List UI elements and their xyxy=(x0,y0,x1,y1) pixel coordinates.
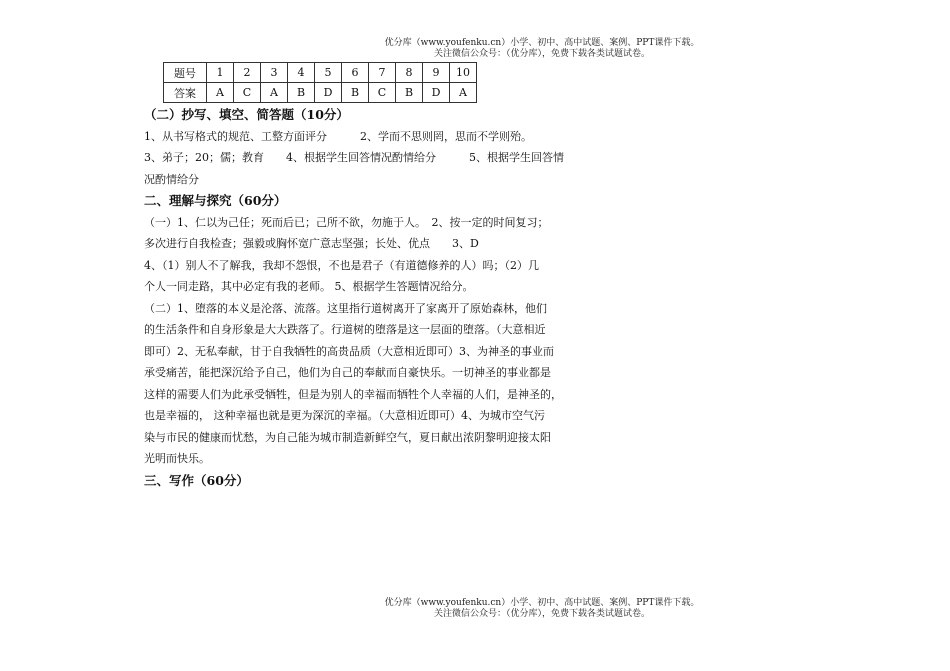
text-line: 也是幸福的， 这种幸福也就是更为深沉的幸福。（大意相近即可）4、为城市空气污 xyxy=(144,409,545,422)
table-cell: B xyxy=(288,83,315,103)
text-line: 承受痛苦，能把深沉给予自己，他们为自己的奉献而自豪快乐。一切神圣的事业都是 xyxy=(144,366,551,379)
table-cell: A xyxy=(207,83,234,103)
table-header-cell: 答案 xyxy=(164,83,207,103)
text-line: 1、从书写格式的规范、工整方面评分 2、学而不思则罔，思而不学则殆。 xyxy=(144,129,532,143)
text-line: 这样的需要人们为此承受牺牲，但是为别人的幸福而牺牲个人幸福的人们，是神圣的， xyxy=(144,387,562,401)
text-line: 4、（1）别人不了解我，我却不怨恨，不也是君子（有道德修养的人）吗；（2）几 xyxy=(144,258,539,272)
table-cell: 5 xyxy=(315,63,342,83)
header-line-2: 关注微信公众号：（优分库），免费下载各类试题试卷。 xyxy=(433,49,650,59)
table-cell: 9 xyxy=(423,63,450,83)
text-line: 个人一同走路，其中必定有我的老师。 5、根据学生答题情况给分。 xyxy=(144,280,474,293)
text-line: 的生活条件和自身形象是大大跌落了。行道树的堕落是这一层面的堕落。（大意相近 xyxy=(144,323,546,336)
page-footer xyxy=(372,598,712,620)
table-cell: C xyxy=(234,83,261,103)
section-heading: （二）抄写、填空、简答题（10分） xyxy=(144,107,349,122)
answer-content xyxy=(144,104,564,491)
table-cell: B xyxy=(342,83,369,103)
table-cell: A xyxy=(450,83,477,103)
table-row-answers xyxy=(164,83,477,103)
table-cell: D xyxy=(315,83,342,103)
table-cell: 8 xyxy=(396,63,423,83)
header-line-1: 优分库（www.youfenku.cn）小学、初中、高中试题、案例、PPT课件下载。 xyxy=(384,38,700,48)
footer-line-1: 优分库（www.youfenku.cn）小学、初中、高中试题、案例、PPT课件下载。 xyxy=(384,598,700,608)
table-cell: 7 xyxy=(369,63,396,83)
section-heading: 二、理解与探究（60分） xyxy=(144,193,287,208)
table-cell: 1 xyxy=(207,63,234,83)
text-line: 染与市民的健康而忧愁，为自己能为城市制造新鲜空气，夏日献出浓阴黎明迎接太阳 xyxy=(144,430,551,444)
table-cell: C xyxy=(369,83,396,103)
section-heading: 三、写作（60分） xyxy=(144,472,249,488)
table-cell: 2 xyxy=(234,63,261,83)
table-cell: A xyxy=(261,83,288,103)
text-line: 多次进行自我检查；强毅或胸怀宽广意志坚强；长处、优点 3、D xyxy=(144,237,479,250)
page-header xyxy=(372,38,712,60)
table-cell: 4 xyxy=(288,63,315,83)
text-line: （二）1、堕落的本义是沦落、流落。这里指行道树离开了家离开了原始森林，他们 xyxy=(144,301,547,315)
text-line: 3、弟子；20；儒；教育 4、根据学生回答情况酌情给分 5、根据学生回答情 xyxy=(144,151,564,164)
table-header-cell: 题号 xyxy=(164,63,207,83)
text-line: 况酌情给分 xyxy=(144,172,199,186)
table-cell: D xyxy=(423,83,450,103)
text-line: （一）1、仁以为己任；死而后已；己所不欲，勿施于人。 2、按一定的时间复习； xyxy=(144,215,549,229)
answer-table xyxy=(163,62,477,103)
table-cell: 6 xyxy=(342,63,369,83)
text-line: 光明而快乐。 xyxy=(144,452,210,465)
table-cell: 10 xyxy=(450,63,477,83)
table-cell: 3 xyxy=(261,63,288,83)
footer-line-2: 关注微信公众号：（优分库），免费下载各类试题试卷。 xyxy=(433,609,650,619)
table-cell: B xyxy=(396,83,423,103)
text-line: 即可）2、无私奉献，甘于自我牺牲的高贵品质（大意相近即可）3、为神圣的事业而 xyxy=(144,344,554,358)
table-row-numbers xyxy=(164,63,477,83)
